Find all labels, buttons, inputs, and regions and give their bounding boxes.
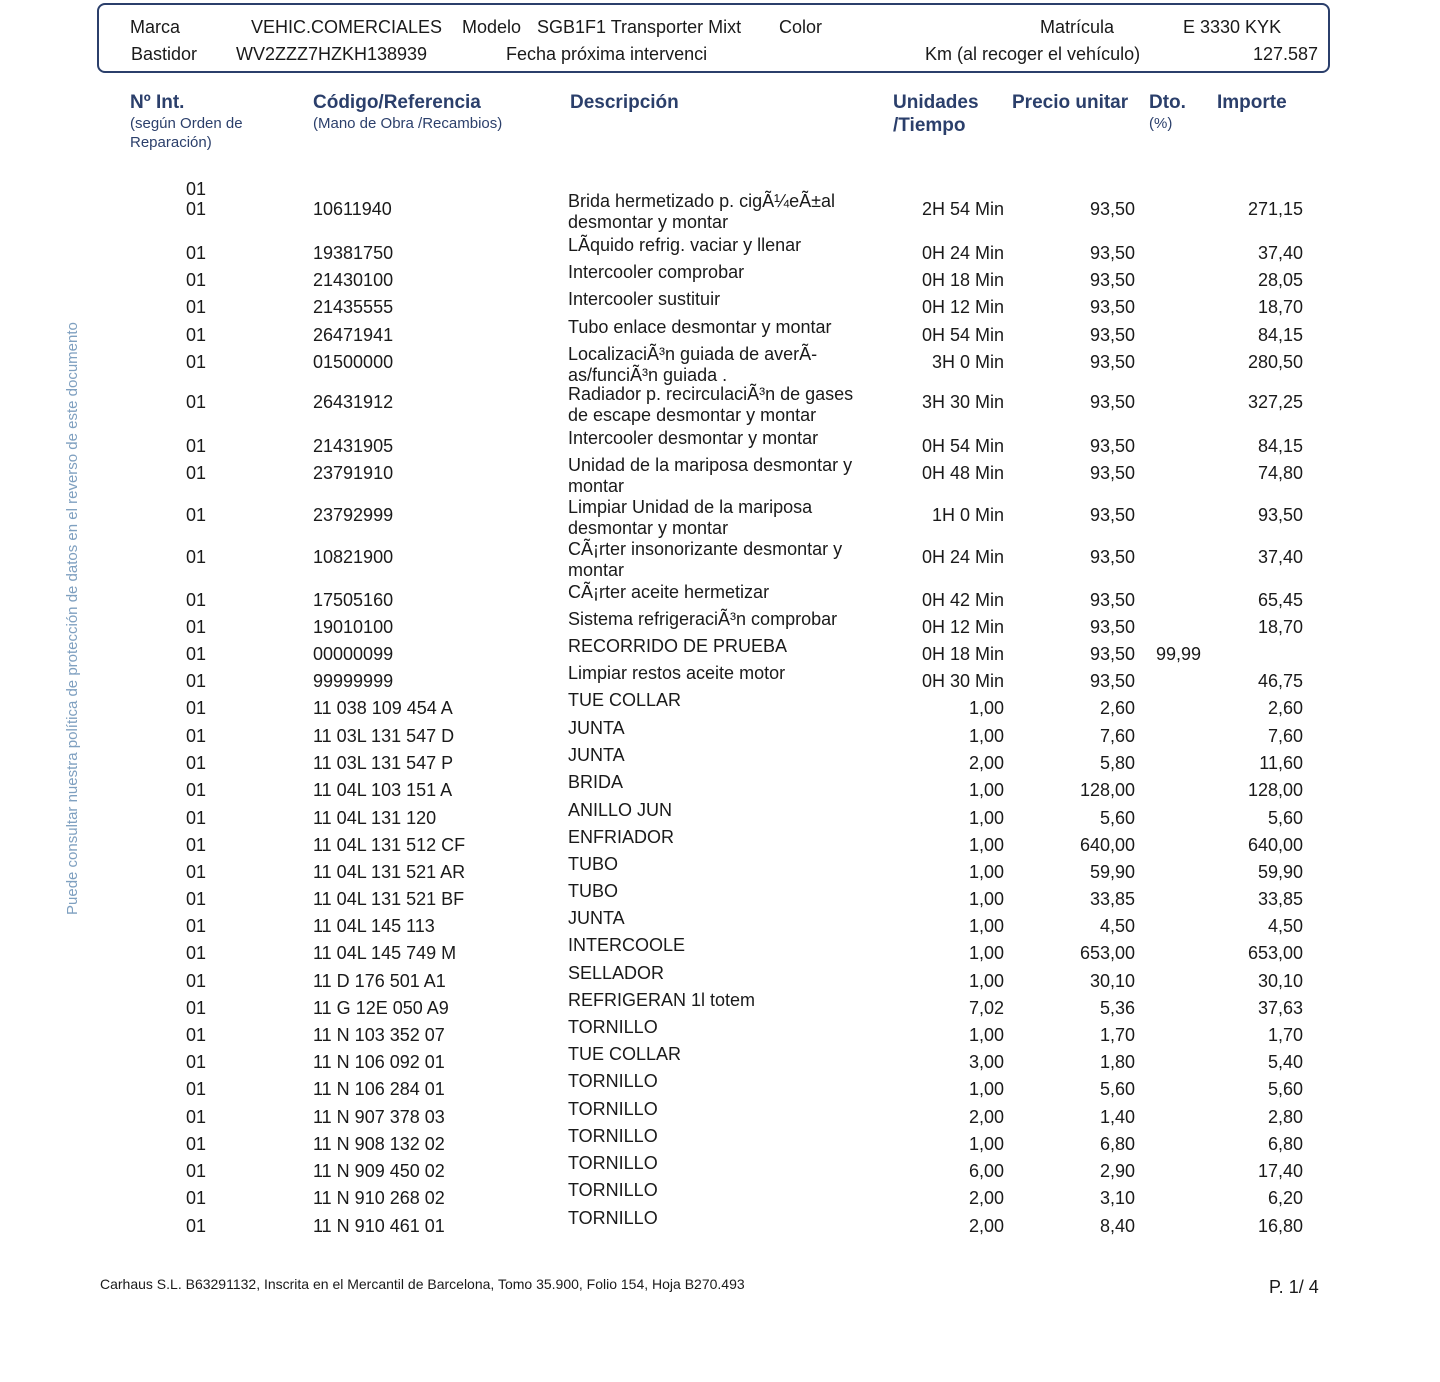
bastidor-value: WV2ZZZ7HZKH138939 (236, 44, 428, 64)
item-code: 11 04L 145 113 (313, 916, 435, 936)
item-price: 5,80 (1099, 753, 1135, 773)
item-description: REFRIGERAN 1l totem (568, 990, 756, 1010)
item-code: 10611940 (313, 199, 392, 219)
item-description: Tubo enlace desmontar y montar (568, 317, 832, 337)
item-units: 1,00 (968, 862, 1004, 882)
item-units: 0H 42 Min (921, 590, 1004, 610)
col-header-dto: Dto. (%) (1149, 92, 1186, 132)
item-int: 01 (186, 325, 207, 345)
item-int: 01 (186, 547, 207, 567)
item-code: 11 04L 131 512 CF (313, 835, 466, 855)
item-amount: 653,00 (1247, 943, 1303, 963)
item-units: 2,00 (968, 1107, 1004, 1127)
item-units: 1,00 (968, 971, 1004, 991)
item-amount: 65,45 (1257, 590, 1303, 610)
item-description: LocalizaciÃ³n guiada de averÃas/funciÃ³n guiada . (568, 344, 818, 385)
item-description: TORNILLO (568, 1099, 658, 1119)
item-description: Unidad de la mariposa desmontar y montar (568, 455, 853, 496)
item-units: 1,00 (968, 1079, 1004, 1099)
item-price: 93,50 (1089, 436, 1135, 456)
color-label: Color (779, 17, 823, 37)
item-code: 21431905 (313, 436, 394, 456)
item-description: Limpiar Unidad de la mariposa desmontar y montar (568, 497, 813, 538)
item-price: 653,00 (1079, 943, 1135, 963)
item-code: 23792999 (313, 505, 394, 525)
item-description: TUBO (568, 854, 619, 874)
item-description: TORNILLO (568, 1153, 658, 1173)
item-units: 1,00 (968, 698, 1004, 718)
item-description: JUNTA (568, 908, 625, 928)
item-units: 2H 54 Min (921, 199, 1004, 219)
item-int: 01 (186, 1188, 207, 1208)
item-units: 2,00 (968, 753, 1004, 773)
item-units: 0H 12 Min (921, 297, 1004, 317)
item-int: 01 (186, 671, 207, 691)
item-price: 93,50 (1089, 392, 1135, 412)
item-amount: 84,15 (1257, 436, 1303, 456)
item-amount: 28,05 (1257, 270, 1303, 290)
item-units: 3H 0 Min (931, 352, 1004, 372)
item-code: 00000099 (313, 644, 394, 664)
item-price: 5,36 (1099, 998, 1135, 1018)
item-int: 01 (186, 808, 207, 828)
item-units: 0H 12 Min (921, 617, 1004, 637)
item-code: 11 G 12E 050 A9 (313, 998, 449, 1018)
item-amount: 30,10 (1257, 971, 1303, 991)
item-int: 01 (186, 1216, 207, 1236)
item-int: 01 (186, 916, 207, 936)
item-price: 93,50 (1089, 243, 1135, 263)
item-description: JUNTA (568, 745, 625, 765)
item-description: CÃ¡rter insonorizante desmontar y montar (568, 539, 843, 580)
item-units: 0H 54 Min (921, 325, 1004, 345)
item-code: 11 N 106 284 01 (313, 1079, 445, 1099)
item-code: 11 04L 131 521 BF (313, 889, 465, 909)
item-int: 01 (186, 753, 207, 773)
item-amount: 46,75 (1257, 671, 1303, 691)
item-price: 93,50 (1089, 505, 1135, 525)
item-amount: 1,70 (1267, 1025, 1303, 1045)
fecha-label: Fecha próxima intervenci (506, 44, 708, 64)
item-code: 26471941 (313, 325, 394, 345)
item-price: 1,40 (1099, 1107, 1135, 1127)
item-description: TUE COLLAR (568, 1044, 682, 1064)
item-price: 93,50 (1089, 463, 1135, 483)
col-header-amount: Importe (1217, 92, 1287, 113)
item-int: 01 (186, 1025, 207, 1045)
item-code: 11 04L 131 120 (313, 808, 437, 828)
item-price: 93,50 (1089, 617, 1135, 637)
item-price: 640,00 (1079, 835, 1135, 855)
item-units: 1,00 (968, 835, 1004, 855)
item-amount: 84,15 (1257, 325, 1303, 345)
item-price: 59,90 (1089, 862, 1135, 882)
item-int: 01 (186, 590, 207, 610)
item-code: 11 N 910 461 01 (313, 1216, 445, 1236)
item-code: 11 N 909 450 02 (313, 1161, 445, 1181)
item-price: 128,00 (1079, 780, 1135, 800)
col-header-int: Nº Int. (según Orden de Reparación) (130, 92, 243, 151)
item-code: 21430100 (313, 270, 394, 290)
item-description: TUE COLLAR (568, 690, 682, 710)
item-description: Sistema refrigeraciÃ³n comprobar (568, 609, 838, 629)
item-description: JUNTA (568, 718, 625, 738)
item-amount: 37,40 (1257, 547, 1303, 567)
item-int: 01 (186, 199, 207, 219)
item-int: 01 (186, 698, 207, 718)
item-units: 1,00 (968, 943, 1004, 963)
item-amount: 33,85 (1257, 889, 1303, 909)
modelo-label: Modelo (462, 17, 522, 37)
item-int: 01 (186, 943, 207, 963)
item-description: Brida hermetizado p. cigÃ¼eÃ±al desmontar y montar (568, 191, 836, 232)
item-units: 1,00 (968, 916, 1004, 936)
item-description: Radiador p. recirculaciÃ³n de gases de escape desmontar y montar (568, 384, 854, 425)
item-amount: 17,40 (1257, 1161, 1303, 1181)
item-price: 1,80 (1099, 1052, 1135, 1072)
item-code: 11 N 103 352 07 (313, 1025, 445, 1045)
item-units: 0H 48 Min (921, 463, 1004, 483)
item-description: BRIDA (568, 772, 624, 792)
item-units: 1,00 (968, 726, 1004, 746)
item-description: Intercooler comprobar (568, 262, 745, 282)
item-description: Intercooler sustituir (568, 289, 721, 309)
item-int: 01 (186, 780, 207, 800)
item-int: 01 (186, 463, 207, 483)
item-price: 2,60 (1099, 698, 1135, 718)
item-units: 1,00 (968, 808, 1004, 828)
item-int: 01 (186, 392, 207, 412)
item-int: 01 (186, 1079, 207, 1099)
item-code: 11 038 109 454 A (313, 698, 453, 718)
item-price: 3,10 (1099, 1188, 1135, 1208)
item-amount: 5,40 (1267, 1052, 1303, 1072)
item-int: 01 (186, 505, 207, 525)
item-description: ENFRIADOR (568, 827, 675, 847)
item-description: TORNILLO (568, 1071, 658, 1091)
item-price: 4,50 (1099, 916, 1135, 936)
item-amount: 7,60 (1267, 726, 1303, 746)
item-int: 01 (186, 889, 207, 909)
item-code: 17505160 (313, 590, 394, 610)
item-int: 01 (186, 297, 207, 317)
item-description: INTERCOOLE (568, 935, 686, 955)
item-units: 1,00 (968, 780, 1004, 800)
item-units: 3H 30 Min (921, 392, 1004, 412)
item-int: 01 (186, 352, 207, 372)
item-int: 01 (186, 862, 207, 882)
item-price: 93,50 (1089, 644, 1135, 664)
item-price: 93,50 (1089, 325, 1135, 345)
item-code: 11 N 908 132 02 (313, 1134, 445, 1154)
item-price: 93,50 (1089, 199, 1135, 219)
item-price: 6,80 (1099, 1134, 1135, 1154)
item-units: 0H 54 Min (921, 436, 1004, 456)
col-header-code: Código/Referencia (Mano de Obra /Recambios) (313, 92, 503, 132)
item-int: 01 (186, 179, 207, 199)
item-price: 93,50 (1089, 590, 1135, 610)
item-units: 1,00 (968, 889, 1004, 909)
item-int: 01 (186, 270, 207, 290)
item-price: 93,50 (1089, 297, 1135, 317)
item-price: 7,60 (1099, 726, 1135, 746)
item-price: 93,50 (1089, 547, 1135, 567)
item-amount: 2,80 (1267, 1107, 1303, 1127)
item-description: SELLADOR (568, 963, 665, 983)
item-units: 0H 24 Min (921, 243, 1004, 263)
item-code: 11 04L 145 749 M (313, 943, 457, 963)
item-price: 2,90 (1099, 1161, 1135, 1181)
marca-value: VEHIC.COMERCIALES (251, 17, 443, 37)
marca-label: Marca (130, 17, 181, 37)
item-amount: 5,60 (1267, 808, 1303, 828)
item-int: 01 (186, 835, 207, 855)
item-amount: 74,80 (1257, 463, 1303, 483)
item-amount: 16,80 (1257, 1216, 1303, 1236)
item-description: TORNILLO (568, 1180, 658, 1200)
item-amount: 327,25 (1247, 392, 1303, 412)
item-amount: 280,50 (1247, 352, 1303, 372)
item-price: 5,60 (1099, 808, 1135, 828)
item-discount: 99,99 (1156, 644, 1202, 664)
item-int: 01 (186, 243, 207, 263)
item-units: 6,00 (968, 1161, 1004, 1181)
item-code: 11 N 106 092 01 (313, 1052, 445, 1072)
item-code: 11 04L 103 151 A (313, 780, 453, 800)
item-units: 1,00 (968, 1134, 1004, 1154)
item-int: 01 (186, 1161, 207, 1181)
item-units: 0H 18 Min (921, 270, 1004, 290)
bastidor-label: Bastidor (131, 44, 198, 64)
item-price: 8,40 (1099, 1216, 1135, 1236)
item-code: 01500000 (313, 352, 394, 372)
company-footer: Carhaus S.L. B63291132, Inscrita en el Mercantil de Barcelona, Tomo 35.900, Folio 154, Hoja B270.493 (100, 1276, 745, 1292)
col-header-units: Unidades /Tiempo (893, 92, 979, 136)
item-code: 21435555 (313, 297, 394, 317)
item-units: 1,00 (968, 1025, 1004, 1045)
item-price: 93,50 (1089, 352, 1135, 372)
item-int: 01 (186, 436, 207, 456)
item-description: TORNILLO (568, 1126, 658, 1146)
item-code: 11 N 907 378 03 (313, 1107, 445, 1127)
item-amount: 640,00 (1247, 835, 1303, 855)
item-price: 30,10 (1089, 971, 1135, 991)
item-amount: 11,60 (1259, 753, 1303, 773)
privacy-side-note: Puede consultar nuestra política de protección de datos en el reverso de este documento (64, 322, 81, 915)
item-units: 0H 18 Min (921, 644, 1004, 664)
item-description: RECORRIDO DE PRUEBA (568, 636, 788, 656)
item-description: ANILLO JUN (568, 800, 673, 820)
item-units: 7,02 (968, 998, 1004, 1018)
matricula-label: Matrícula (1040, 17, 1115, 37)
col-header-price: Precio unitar (1012, 92, 1129, 113)
km-label: Km (al recoger el vehículo) (925, 44, 1141, 64)
modelo-value: SGB1F1 Transporter Mixt (537, 17, 742, 37)
item-amount: 6,20 (1267, 1188, 1303, 1208)
item-int: 01 (186, 998, 207, 1018)
item-amount: 2,60 (1267, 698, 1303, 718)
item-description: Intercooler desmontar y montar (568, 428, 819, 448)
km-value: 127.587 (1253, 44, 1319, 64)
item-description: TUBO (568, 881, 619, 901)
item-code: 11 D 176 501 A1 (313, 971, 446, 991)
item-units: 1H 0 Min (931, 505, 1004, 525)
item-int: 01 (186, 971, 207, 991)
item-code: 10821900 (313, 547, 394, 567)
item-description: CÃ¡rter aceite hermetizar (568, 582, 770, 602)
item-int: 01 (186, 726, 207, 746)
item-amount: 93,50 (1257, 505, 1303, 525)
item-amount: 59,90 (1257, 862, 1303, 882)
item-code: 19010100 (313, 617, 394, 637)
item-amount: 37,40 (1257, 243, 1303, 263)
item-int: 01 (186, 617, 207, 637)
item-code: 11 04L 131 521 AR (313, 862, 466, 882)
item-int: 01 (186, 644, 207, 664)
item-int: 01 (186, 1052, 207, 1072)
item-price: 1,70 (1099, 1025, 1135, 1045)
col-header-desc: Descripción (570, 92, 679, 113)
item-code: 11 03L 131 547 P (313, 753, 454, 773)
item-code: 26431912 (313, 392, 394, 412)
item-code: 23791910 (313, 463, 394, 483)
item-amount: 37,63 (1257, 998, 1303, 1018)
item-units: 0H 24 Min (921, 547, 1004, 567)
item-price: 93,50 (1089, 671, 1135, 691)
item-int: 01 (186, 1107, 207, 1127)
item-amount: 5,60 (1267, 1079, 1303, 1099)
item-units: 3,00 (968, 1052, 1004, 1072)
item-units: 2,00 (968, 1188, 1004, 1208)
item-price: 5,60 (1099, 1079, 1135, 1099)
item-code: 11 N 910 268 02 (313, 1188, 445, 1208)
item-description: Limpiar restos aceite motor (568, 663, 786, 683)
item-units: 2,00 (968, 1216, 1004, 1236)
item-code: 11 03L 131 547 D (313, 726, 455, 746)
item-units: 0H 30 Min (921, 671, 1004, 691)
item-int: 01 (186, 1134, 207, 1154)
item-price: 33,85 (1089, 889, 1135, 909)
item-price: 93,50 (1089, 270, 1135, 290)
item-amount: 128,00 (1247, 780, 1303, 800)
matricula-value: E 3330 KYK (1183, 17, 1282, 37)
item-description: TORNILLO (568, 1208, 658, 1228)
item-description: LÃquido refrig. vaciar y llenar (568, 235, 802, 255)
item-amount: 271,15 (1247, 199, 1303, 219)
page-number: P. 1/ 4 (1269, 1277, 1319, 1297)
item-amount: 18,70 (1257, 297, 1303, 317)
item-code: 99999999 (313, 671, 394, 691)
item-amount: 18,70 (1257, 617, 1303, 637)
item-amount: 4,50 (1267, 916, 1303, 936)
item-amount: 6,80 (1267, 1134, 1303, 1154)
item-code: 19381750 (313, 243, 394, 263)
item-description: TORNILLO (568, 1017, 658, 1037)
